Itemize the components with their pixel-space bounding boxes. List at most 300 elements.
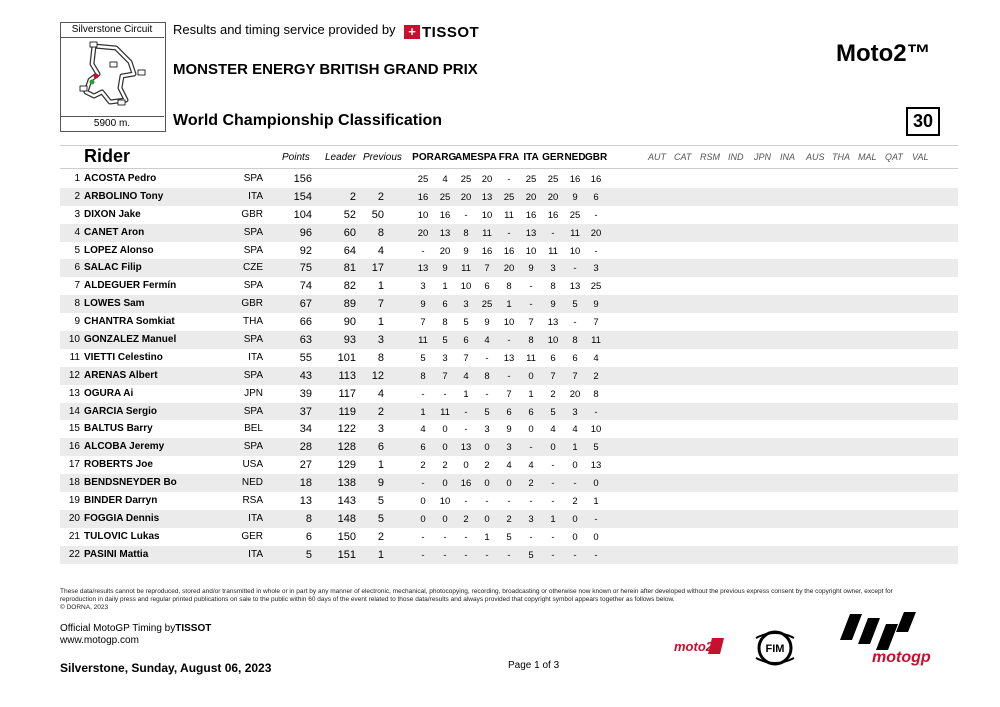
race-points: 9 bbox=[528, 263, 534, 275]
rider-gap-previous: 5 bbox=[377, 495, 384, 508]
race-points: 10 bbox=[417, 209, 429, 221]
header-race-por: POR bbox=[412, 152, 434, 163]
race-points: - bbox=[507, 549, 511, 561]
race-points: - bbox=[464, 531, 468, 543]
race-points: 1 bbox=[572, 442, 578, 454]
race-points: 6 bbox=[463, 335, 469, 347]
race-points: - bbox=[594, 245, 598, 257]
race-points: 3 bbox=[442, 352, 448, 364]
rider-position: 9 bbox=[74, 316, 80, 328]
race-points: 4 bbox=[572, 424, 578, 436]
header-race-ita: ITA bbox=[523, 152, 539, 163]
rider-points: 37 bbox=[299, 405, 312, 418]
race-points: - bbox=[507, 174, 511, 185]
race-points: 9 bbox=[550, 299, 556, 311]
table-row bbox=[60, 403, 958, 421]
rider-gap-previous: 4 bbox=[377, 387, 384, 400]
race-points: 25 bbox=[590, 281, 602, 293]
race-points: 6 bbox=[528, 406, 534, 418]
fim-logo bbox=[752, 628, 798, 668]
race-points: 8 bbox=[420, 370, 426, 382]
race-points: 8 bbox=[550, 281, 556, 293]
race-points: - bbox=[594, 209, 598, 221]
race-points: - bbox=[464, 209, 468, 221]
header-race-spa: SPA bbox=[477, 152, 497, 163]
race-points: - bbox=[594, 549, 598, 561]
race-points: - bbox=[464, 496, 468, 508]
race-points: 4 bbox=[442, 174, 448, 185]
table-row bbox=[60, 242, 958, 260]
race-points: 7 bbox=[442, 370, 448, 382]
rider-nation: GBR bbox=[241, 208, 263, 220]
header-race-rsm: RSM bbox=[700, 152, 720, 162]
rider-points: 55 bbox=[299, 351, 312, 364]
rider-name: FOGGIA Dennis bbox=[84, 512, 160, 524]
header-previous: Previous bbox=[363, 152, 402, 163]
race-points: 4 bbox=[420, 424, 426, 436]
race-points: 7 bbox=[593, 317, 599, 329]
rider-name: TULOVIC Lukas bbox=[84, 530, 160, 542]
table-row bbox=[60, 224, 958, 242]
race-points: 25 bbox=[503, 191, 515, 203]
timing-credit: Results and timing service provided by bbox=[173, 22, 396, 37]
race-points: 13 bbox=[525, 227, 537, 239]
race-points: - bbox=[573, 317, 577, 329]
header-race-tha: THA bbox=[832, 152, 850, 162]
race-points: 16 bbox=[547, 209, 559, 221]
header-race-qat: QAT bbox=[885, 152, 903, 162]
rider-gap-leader: 128 bbox=[337, 441, 356, 454]
race-points: 5 bbox=[506, 531, 512, 543]
disclaimer-text: These data/results cannot be reproduced, stored and/or transmitted in whole or in part by any manner of electronic, mechanical, photocopying, recording, broadcasting or otherwise now known or herein after developed without the previous express consent by the copyright owner, except for reproduction in daily press and regular printed publications on sale to the public within 60 days of the event related to those data/results and always provided that copyright symbol appears together as follows below. bbox=[60, 588, 893, 603]
race-points: 0 bbox=[484, 513, 490, 525]
rider-gap-leader: 89 bbox=[343, 298, 356, 311]
race-points: 0 bbox=[484, 478, 490, 490]
header-race-aus: AUS bbox=[806, 152, 825, 162]
race-points: 0 bbox=[528, 424, 534, 436]
header-race-jpn: JPN bbox=[754, 152, 772, 162]
table-row bbox=[60, 313, 958, 331]
table-row bbox=[60, 528, 958, 546]
rider-name: DIXON Jake bbox=[84, 208, 141, 220]
table-row bbox=[60, 385, 958, 403]
rider-gap-leader: 143 bbox=[337, 495, 356, 508]
race-points: 13 bbox=[503, 352, 515, 364]
race-points: 9 bbox=[420, 299, 426, 311]
race-points: 20 bbox=[547, 191, 559, 203]
rider-gap-previous: 1 bbox=[377, 459, 384, 472]
race-points: 6 bbox=[572, 352, 578, 364]
race-points: 6 bbox=[442, 299, 448, 311]
race-points: 8 bbox=[593, 388, 599, 400]
race-points: 9 bbox=[572, 191, 578, 203]
race-points: 5 bbox=[463, 317, 469, 329]
race-points: - bbox=[529, 531, 533, 543]
race-points: - bbox=[551, 460, 555, 472]
race-points: 2 bbox=[442, 460, 448, 472]
rider-name: VIETTI Celestino bbox=[84, 351, 163, 363]
disclaimer bbox=[60, 588, 910, 612]
race-points: 20 bbox=[590, 227, 602, 239]
race-points: - bbox=[421, 549, 425, 561]
race-points: - bbox=[421, 388, 425, 400]
header-race-cat: CAT bbox=[674, 152, 692, 162]
table-row bbox=[60, 474, 958, 492]
race-points: 7 bbox=[484, 263, 490, 275]
race-points: 2 bbox=[506, 513, 512, 525]
race-points: 11 bbox=[570, 227, 580, 239]
rider-points: 27 bbox=[299, 459, 312, 472]
race-points: 16 bbox=[590, 174, 602, 185]
rider-gap-previous: 1 bbox=[377, 316, 384, 329]
circuit-map-icon bbox=[72, 40, 152, 112]
race-points: 25 bbox=[569, 209, 581, 221]
race-points: 8 bbox=[506, 281, 512, 293]
header-race-mal: MAL bbox=[858, 152, 877, 162]
rider-gap-leader: 93 bbox=[343, 334, 356, 347]
footer-location-date: Silverstone, Sunday, August 06, 2023 bbox=[60, 661, 272, 675]
race-points: 3 bbox=[550, 263, 556, 275]
race-points: 7 bbox=[506, 388, 512, 400]
race-points: - bbox=[485, 352, 489, 364]
rider-name: ALCOBA Jeremy bbox=[84, 441, 165, 453]
rider-position: 2 bbox=[74, 190, 80, 202]
rider-gap-previous: 12 bbox=[371, 369, 384, 382]
race-points: 0 bbox=[420, 496, 426, 508]
race-points: 5 bbox=[420, 352, 426, 364]
race-points: 7 bbox=[420, 317, 426, 329]
rider-points: 92 bbox=[299, 244, 312, 257]
rider-points: 104 bbox=[293, 208, 312, 221]
race-points: 11 bbox=[440, 406, 450, 418]
race-points: 20 bbox=[481, 174, 493, 185]
class-name: Moto2™ bbox=[836, 40, 931, 67]
race-points: 11 bbox=[504, 209, 514, 221]
rider-gap-previous: 1 bbox=[377, 548, 384, 561]
rider-position: 8 bbox=[74, 298, 80, 310]
race-points: - bbox=[551, 531, 555, 543]
rider-nation: SPA bbox=[243, 280, 263, 292]
race-points: 16 bbox=[525, 209, 537, 221]
rider-points: 39 bbox=[299, 387, 312, 400]
race-points: 20 bbox=[460, 191, 472, 203]
rider-nation: SPA bbox=[243, 441, 263, 453]
rider-gap-previous: 2 bbox=[377, 530, 384, 543]
race-points: 0 bbox=[593, 478, 599, 490]
header-race-val: VAL bbox=[912, 152, 929, 162]
rider-nation: NED bbox=[241, 477, 263, 489]
race-points: 4 bbox=[528, 460, 534, 472]
table-row bbox=[60, 331, 958, 349]
race-points: 25 bbox=[525, 174, 537, 185]
table-row bbox=[60, 420, 958, 438]
rider-nation: ITA bbox=[248, 548, 263, 560]
moto2-logo-text: moto2 bbox=[674, 639, 713, 654]
race-points: - bbox=[507, 496, 511, 508]
rider-nation: SPA bbox=[243, 369, 263, 381]
rider-nation: ITA bbox=[248, 351, 263, 363]
race-points: 13 bbox=[481, 191, 493, 203]
rider-points: 96 bbox=[299, 226, 312, 239]
race-points: 10 bbox=[590, 424, 602, 436]
rider-nation: ITA bbox=[248, 190, 263, 202]
race-points: - bbox=[507, 227, 511, 239]
official-timing-text: Official MotoGP Timing by bbox=[60, 623, 176, 634]
rider-name: LOPEZ Alonso bbox=[84, 244, 154, 256]
race-points: - bbox=[573, 549, 577, 561]
race-points: 7 bbox=[528, 317, 534, 329]
rider-name: CHANTRA Somkiat bbox=[84, 316, 175, 328]
race-points: 1 bbox=[506, 299, 512, 311]
race-points: 0 bbox=[593, 531, 599, 543]
rider-position: 12 bbox=[68, 369, 80, 381]
rider-gap-previous: 3 bbox=[377, 334, 384, 347]
race-points: 13 bbox=[590, 460, 602, 472]
race-points: - bbox=[464, 549, 468, 561]
race-points: 0 bbox=[442, 424, 448, 436]
race-points: - bbox=[464, 424, 468, 436]
race-points: 0 bbox=[506, 478, 512, 490]
rider-points: 28 bbox=[299, 441, 312, 454]
header-race-arg: ARG bbox=[434, 152, 457, 163]
race-points: - bbox=[573, 478, 577, 490]
race-points: 9 bbox=[484, 317, 490, 329]
race-points: 4 bbox=[550, 424, 556, 436]
race-points: 13 bbox=[547, 317, 559, 329]
rider-name: LOWES Sam bbox=[84, 298, 145, 310]
race-points: 10 bbox=[439, 496, 451, 508]
race-points: - bbox=[443, 388, 447, 400]
rider-gap-leader: 113 bbox=[338, 369, 356, 382]
rider-position: 15 bbox=[68, 423, 80, 435]
rider-points: 18 bbox=[299, 477, 312, 490]
race-points: - bbox=[464, 406, 468, 418]
rider-gap-previous: 8 bbox=[377, 351, 384, 364]
race-points: - bbox=[529, 299, 533, 311]
rider-gap-leader: 81 bbox=[343, 262, 356, 275]
race-points: 2 bbox=[463, 513, 469, 525]
race-points: 13 bbox=[460, 442, 472, 454]
rider-gap-leader: 138 bbox=[337, 477, 356, 490]
rider-points: 6 bbox=[305, 530, 312, 543]
rider-position: 13 bbox=[68, 387, 80, 399]
race-points: - bbox=[551, 496, 555, 508]
table-row bbox=[60, 277, 958, 295]
rider-points: 34 bbox=[299, 423, 312, 436]
header-race-ned: NED bbox=[564, 152, 586, 163]
rider-gap-leader: 129 bbox=[337, 459, 356, 472]
race-points: 1 bbox=[420, 406, 426, 418]
rider-gap-leader: 119 bbox=[338, 405, 356, 418]
rider-position: 16 bbox=[68, 441, 80, 453]
rider-gap-previous: 50 bbox=[371, 208, 384, 221]
rider-gap-previous: 2 bbox=[377, 405, 384, 418]
table-row bbox=[60, 295, 958, 313]
race-points: - bbox=[421, 245, 425, 257]
rider-position: 17 bbox=[68, 459, 80, 471]
race-points: 11 bbox=[526, 352, 536, 364]
table-row bbox=[60, 456, 958, 474]
rider-nation: GER bbox=[241, 530, 263, 542]
race-points: 3 bbox=[484, 424, 490, 436]
rider-name: ARBOLINO Tony bbox=[84, 190, 164, 202]
moto2-logo bbox=[672, 636, 724, 656]
race-points: 2 bbox=[484, 460, 490, 472]
rider-points: 67 bbox=[299, 298, 312, 311]
rider-nation: BEL bbox=[244, 423, 263, 435]
race-points: - bbox=[594, 513, 598, 525]
race-points: 25 bbox=[481, 299, 493, 311]
circuit-name: Silverstone Circuit bbox=[60, 22, 164, 38]
race-points: 0 bbox=[442, 513, 448, 525]
rider-gap-previous: 17 bbox=[371, 262, 384, 275]
race-points: 5 bbox=[593, 442, 599, 454]
race-points: 20 bbox=[525, 191, 537, 203]
rider-gap-previous: 6 bbox=[377, 441, 384, 454]
rider-name: GARCIA Sergio bbox=[84, 405, 157, 417]
rider-points: 43 bbox=[299, 369, 312, 382]
race-points: - bbox=[443, 549, 447, 561]
rider-gap-leader: 122 bbox=[337, 423, 356, 436]
rider-points: 75 bbox=[299, 262, 312, 275]
race-points: 6 bbox=[484, 281, 490, 293]
race-points: 4 bbox=[484, 335, 490, 347]
rider-name: ACOSTA Pedro bbox=[84, 173, 157, 184]
rider-gap-leader: 64 bbox=[343, 244, 356, 257]
rider-gap-previous: 7 bbox=[377, 298, 384, 311]
race-points: 0 bbox=[463, 460, 469, 472]
race-points: 10 bbox=[525, 245, 537, 257]
race-points: - bbox=[551, 227, 555, 239]
header-race-ind: IND bbox=[728, 152, 744, 162]
rider-points: 5 bbox=[305, 548, 312, 561]
race-points: 16 bbox=[439, 209, 451, 221]
rider-gap-leader: 148 bbox=[337, 512, 356, 525]
race-points: - bbox=[485, 496, 489, 508]
rider-name: BALTUS Barry bbox=[84, 423, 153, 435]
race-points: - bbox=[594, 406, 598, 418]
race-points: - bbox=[507, 370, 511, 382]
race-points: 9 bbox=[442, 263, 448, 275]
rider-name: PASINI Mattia bbox=[84, 548, 149, 560]
table-header bbox=[60, 145, 958, 169]
rider-points: 156 bbox=[293, 173, 312, 185]
race-points: 3 bbox=[506, 442, 512, 454]
tissot-brand: TISSOT bbox=[422, 23, 480, 41]
rider-position: 3 bbox=[74, 208, 80, 220]
race-points: - bbox=[529, 281, 533, 293]
race-points: 4 bbox=[463, 370, 469, 382]
race-points: 7 bbox=[550, 370, 556, 382]
race-points: 4 bbox=[593, 352, 599, 364]
race-points: 3 bbox=[528, 513, 534, 525]
website-link[interactable]: www.motogp.com bbox=[60, 635, 139, 646]
rider-nation: JPN bbox=[244, 387, 263, 399]
race-points: 5 bbox=[484, 406, 490, 418]
race-points: 3 bbox=[420, 281, 426, 293]
race-points: 8 bbox=[572, 335, 578, 347]
race-points: 11 bbox=[591, 335, 601, 347]
race-points: 16 bbox=[481, 245, 493, 257]
race-points: 20 bbox=[417, 227, 429, 239]
race-points: 3 bbox=[572, 406, 578, 418]
round-number: 30 bbox=[906, 107, 940, 136]
rider-name: SALAC Filip bbox=[84, 262, 142, 274]
race-points: 6 bbox=[420, 442, 426, 454]
rider-name: BINDER Darryn bbox=[84, 495, 158, 507]
table-row bbox=[60, 438, 958, 456]
tissot-logo bbox=[404, 24, 479, 40]
race-points: 10 bbox=[460, 281, 472, 293]
race-points: 1 bbox=[528, 388, 534, 400]
race-points: 6 bbox=[506, 406, 512, 418]
copyright: © DORNA, 2023 bbox=[60, 604, 109, 611]
rider-position: 6 bbox=[74, 262, 80, 274]
race-points: 25 bbox=[460, 174, 472, 185]
rider-gap-previous: 8 bbox=[377, 226, 384, 239]
race-points: 25 bbox=[439, 191, 451, 203]
rider-position: 1 bbox=[74, 173, 80, 184]
rider-points: 74 bbox=[299, 280, 312, 293]
rider-gap-previous: 3 bbox=[377, 423, 384, 436]
rider-position: 4 bbox=[74, 226, 80, 238]
rider-position: 22 bbox=[68, 548, 80, 560]
rider-position: 11 bbox=[69, 351, 80, 363]
race-points: 4 bbox=[506, 460, 512, 472]
rider-gap-previous: 2 bbox=[377, 190, 384, 203]
race-points: 25 bbox=[547, 174, 559, 185]
table-row bbox=[60, 188, 958, 206]
race-points: 13 bbox=[417, 263, 429, 275]
rider-position: 5 bbox=[74, 244, 80, 256]
fim-logo-text: FIM bbox=[765, 643, 785, 655]
rider-position: 7 bbox=[74, 280, 80, 292]
race-points: 5 bbox=[442, 335, 448, 347]
race-points: 25 bbox=[417, 174, 429, 185]
race-points: 0 bbox=[572, 531, 578, 543]
race-points: - bbox=[443, 531, 447, 543]
race-points: 0 bbox=[550, 442, 556, 454]
race-points: 5 bbox=[572, 299, 578, 311]
race-points: 2 bbox=[420, 460, 426, 472]
rider-nation: THA bbox=[243, 316, 263, 328]
race-points: 0 bbox=[484, 442, 490, 454]
race-points: 20 bbox=[503, 263, 515, 275]
rider-gap-leader: 101 bbox=[337, 351, 356, 364]
rider-nation: SPA bbox=[243, 334, 263, 346]
rider-position: 14 bbox=[68, 405, 80, 417]
rider-gap-leader: 52 bbox=[343, 208, 356, 221]
rider-gap-previous: 1 bbox=[377, 280, 384, 293]
rider-gap-previous: 4 bbox=[377, 244, 384, 257]
header-race-gbr: GBR bbox=[585, 152, 608, 163]
header-race-ame: AME bbox=[455, 152, 478, 163]
rider-nation: CZE bbox=[243, 262, 263, 274]
header-points: Points bbox=[282, 152, 310, 163]
rider-gap-previous: 5 bbox=[377, 512, 384, 525]
rider-nation: SPA bbox=[243, 226, 263, 238]
race-points: 1 bbox=[484, 531, 490, 543]
table-row bbox=[60, 349, 958, 367]
rider-gap-leader: 150 bbox=[337, 530, 356, 543]
race-points: 9 bbox=[593, 299, 599, 311]
race-points: 0 bbox=[528, 370, 534, 382]
header-race-ina: INA bbox=[780, 152, 796, 162]
race-points: 6 bbox=[593, 191, 599, 203]
race-points: 9 bbox=[506, 424, 512, 436]
race-points: 13 bbox=[569, 281, 581, 293]
race-points: 1 bbox=[593, 496, 599, 508]
